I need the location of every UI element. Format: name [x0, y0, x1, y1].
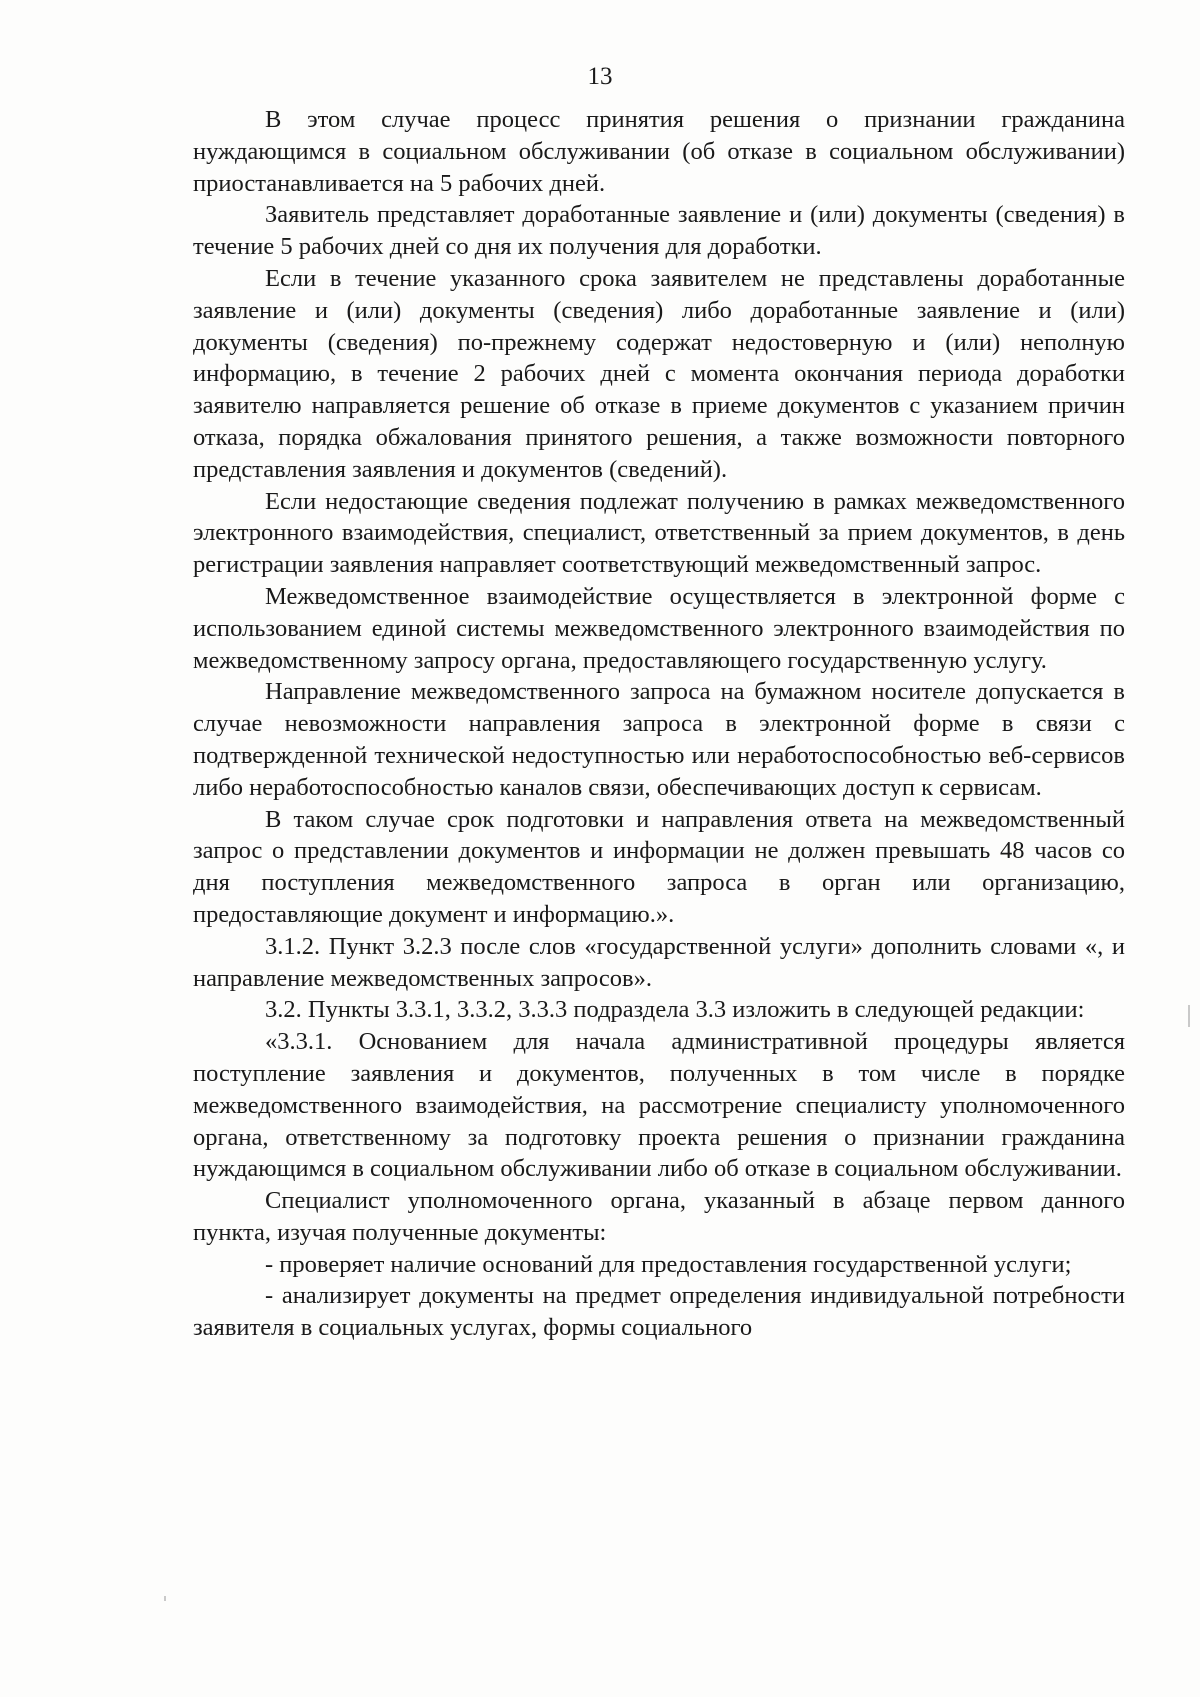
paragraph-paper-request: Направление межведомственного запроса на бумажном носителе допускается в случае невозможности направления запроса в электронной форме в связи с подтвержденной технической недоступностью или неработоспособностью веб-сервисов либо неработоспособностью каналов связи, обеспечивающих доступ к сервисам. [193, 678, 1125, 801]
paragraph-refusal-notice: Если в течение указанного срока заявителем не представлены доработанные заявление и (или) документы (сведения) либо доработанные заявление и (или) документы (сведения) по-прежнему содержат недостоверную и (или) неполную информацию, в течение 2 рабочих дней с момента окончания периода доработки заявителю направляется решение об отказе в приеме документов с указанием причин отказа, порядка обжалования принятого решения, а также возможности повторного представления заявления и документов (сведений). [193, 264, 1125, 483]
paragraph-electronic-interaction: Межведомственное взаимодействие осуществляется в электронной форме с использованием единой системы межведомственного электронного взаимодействия по межведомственному запросу органа, предоставляющего государственную услугу. [193, 582, 1125, 674]
paragraph-revised-submission: Заявитель представляет доработанные заявление и (или) документы (сведения) в течение 5 рабочих дней со дня их получения для доработки. [193, 201, 1125, 261]
list-item-check-grounds: - проверяет наличие оснований для предоставления государственной услуги; [265, 1250, 1072, 1278]
paragraph-amendment-3-1-2: 3.1.2. Пункт 3.2.3 после слов «государственной услуги» дополнить словами «, и направление межведомственных запросов». [193, 932, 1125, 992]
paragraph-clause-3-3-1: «3.3.1. Основанием для начала административной процедуры является поступление заявления и документов, полученных в том числе в порядке межведомственного взаимодействия, на рассмотрение специалисту уполномоченного органа, ответственному за подготовку проекта решения о признании гражданина нуждающимся в социальном обслуживании либо об отказе в социальном обслуживании. [193, 1028, 1125, 1183]
list-item-analyze-documents: - анализирует документы на предмет определения индивидуальной потребности заявителя в социальных услугах, формы социального [193, 1282, 1125, 1342]
paragraph-suspension: В этом случае процесс принятия решения о признании гражданина нуждающимся в социальном обслуживании (об отказе в социальном обслуживании) приостанавливается на 5 рабочих дней. [193, 106, 1125, 197]
paragraph-interdepartmental-request: Если недостающие сведения подлежат получению в рамках межведомственного электронного взаимодействия, специалист, ответственный за прием документов, в день регистрации заявления направляет соответствующий межведомственный запрос. [193, 487, 1125, 579]
paragraph-amendment-3-2: 3.2. Пункты 3.3.1, 3.3.2, 3.3.3 подраздела 3.3 изложить в следующей редакции: [265, 996, 1085, 1024]
document-body [193, 104, 1125, 1344]
page-number: 13 [587, 63, 613, 90]
paragraph-specialist-review: Специалист уполномоченного органа, указанный в абзаце первом данного пункта, изучая полученные документы: [193, 1187, 1125, 1246]
scan-artifact-left [164, 1596, 166, 1601]
scan-artifact-right [1188, 1005, 1190, 1027]
paragraph-response-deadline: В таком случае срок подготовки и направления ответа на межведомственный запрос о представлении документов и информации не должен превышать 48 часов со дня поступления межведомственного запроса в орган или организацию, предоставляющие документ и информацию.». [193, 805, 1125, 928]
